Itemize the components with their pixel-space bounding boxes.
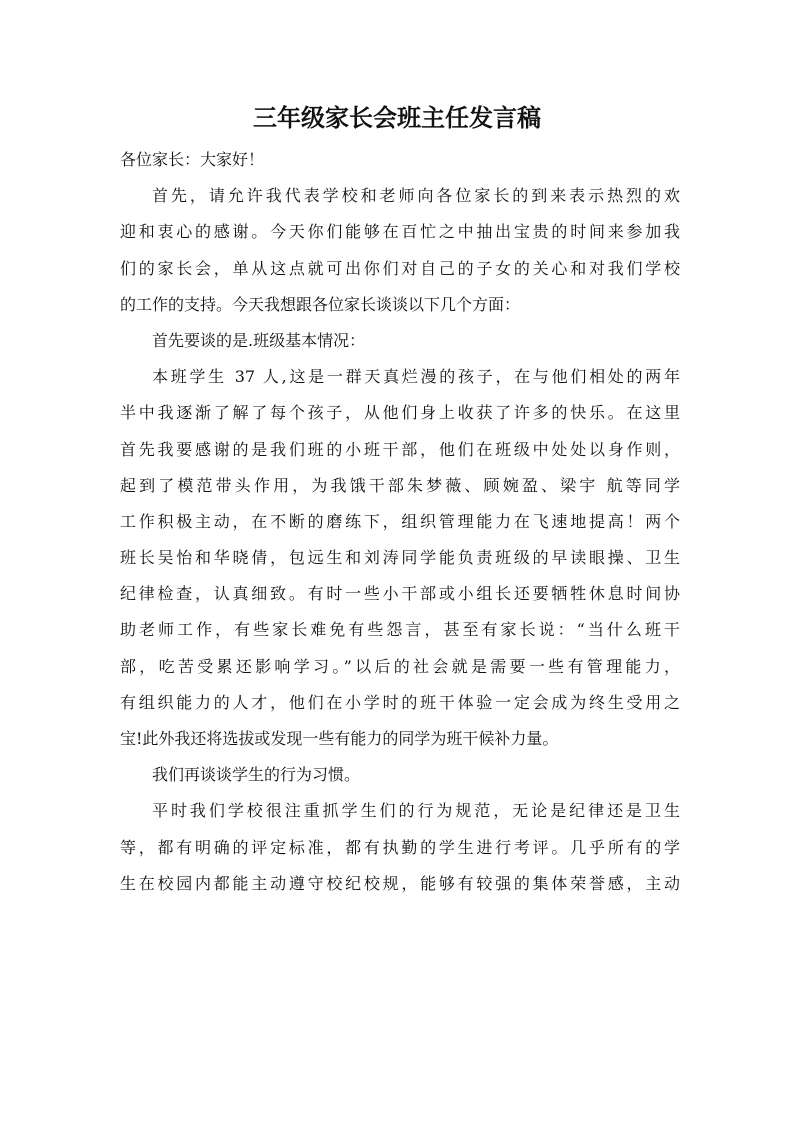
paragraph-line: 纪律检查，认真细致。有时一些小干部或小组长还要牺牲休息时间协 — [120, 584, 680, 604]
paragraph-line: 首先，请允许我代表学校和老师向各位家长的到来表示热烈的欢 — [152, 186, 680, 206]
paragraph-line: 有组织能力的人才，他们在小学时的班干体验一定会成为终生受用之 — [120, 692, 680, 712]
paragraph-line: 迎和衷心的感谢。今天你们能够在百忙之中抽出宝贵的时间来参加我 — [120, 222, 680, 242]
salutation-line: 各位家长：大家好！ — [120, 150, 265, 169]
paragraph-line: 工作积极主动，在不断的磨练下，组织管理能力在飞速地提高！两个 — [120, 511, 680, 531]
paragraph-line: 宝!此外我还将选拔或发现一些有能力的同学为班干候补力量。 — [120, 729, 559, 748]
paragraph-line: 本班学生 37 人,这是一群天真烂漫的孩子，在与他们相处的两年 — [152, 367, 680, 387]
document-body — [120, 142, 680, 902]
paragraph-line: 助老师工作，有些家长难免有些怨言，甚至有家长说：“当什么班干 — [120, 620, 680, 640]
paragraph-line: 半中我逐渐了解了每个孩子，从他们身上收获了许多的快乐。在这里 — [120, 403, 680, 423]
paragraph-line: 的工作的支持。今天我想跟各位家长谈谈以下几个方面： — [120, 294, 521, 314]
paragraph-line: 起到了模范带头作用，为我饿干部朱梦薇、顾婉盈、梁宇 航等同学 — [120, 475, 680, 495]
paragraph-line: 们的家长会，单从这点就可出你们对自己的子女的关心和对我们学校 — [120, 258, 680, 278]
paragraph-line: 班长吴怡和华晓倩，包远生和刘涛同学能负责班级的早读眼操、卫生 — [120, 548, 680, 568]
section-heading-line: 首先要谈的是.班级基本情况： — [152, 330, 366, 350]
paragraph-line: 生在校园内都能主动遵守校纪校规，能够有较强的集体荣誉感，主动 — [120, 873, 680, 893]
paragraph-line: 平时我们学校很注重抓学生们的行为规范，无论是纪律还是卫生 — [152, 801, 680, 821]
paragraph-line: 等，都有明确的评定标准，都有执勤的学生进行考评。几乎所有的学 — [120, 837, 680, 857]
paragraph-line: 首先我要感谢的是我们班的小班干部，他们在班级中处处以身作则， — [120, 439, 680, 459]
paragraph-line: 部，吃苦受累还影响学习。”以后的社会就是需要一些有管理能力， — [120, 656, 680, 676]
section-heading-line: 我们再谈谈学生的行为习惯。 — [152, 765, 361, 785]
document-title: 三年级家长会班主任发言稿 — [253, 103, 541, 132]
